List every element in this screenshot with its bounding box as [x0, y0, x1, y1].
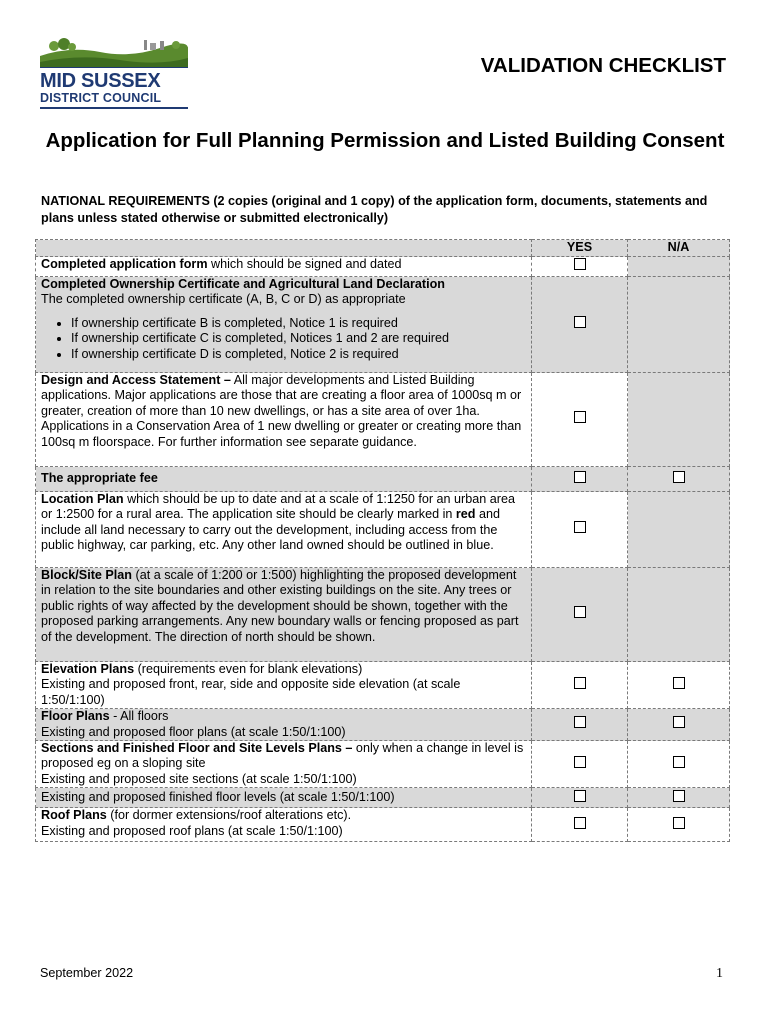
requirement-description: Elevation Plans (requirements even for blank elevations) Existing and proposed front, rear, side and opposite side elevation (at scale 1:50/1:100) — [36, 662, 532, 709]
table-row — [36, 257, 730, 277]
table-row — [36, 277, 730, 373]
yes-checkbox[interactable] — [574, 471, 586, 483]
yes-checkbox[interactable] — [574, 411, 586, 423]
council-logo — [40, 34, 190, 114]
yes-checkbox[interactable] — [574, 790, 586, 802]
na-checkbox[interactable] — [673, 756, 685, 768]
yes-checkbox[interactable] — [574, 258, 586, 270]
logo-rule — [40, 107, 188, 109]
requirement-description: Floor Plans - All floors Existing and proposed floor plans (at scale 1:50/1:100) — [36, 709, 532, 741]
table-row — [36, 741, 730, 788]
table-row — [36, 788, 730, 808]
yes-checkbox[interactable] — [574, 316, 586, 328]
table-header-row — [36, 240, 730, 257]
table-row — [36, 492, 730, 568]
na-checkbox[interactable] — [673, 716, 685, 728]
requirement-description: Existing and proposed finished floor levels (at scale 1:50/1:100) — [36, 788, 532, 808]
list-item: • If ownership certificate B is completed, Notice 1 is required — [71, 316, 526, 331]
footer-date: September 2022 — [40, 966, 134, 980]
logo-line-1: MID SUSSEX — [40, 70, 161, 92]
yes-checkbox[interactable] — [574, 756, 586, 768]
yes-checkbox[interactable] — [574, 521, 586, 533]
yes-checkbox[interactable] — [574, 716, 586, 728]
na-checkbox[interactable] — [673, 471, 685, 483]
requirement-description: Completed application form which should be signed and dated — [36, 257, 532, 277]
yes-checkbox[interactable] — [574, 606, 586, 618]
table-row — [36, 373, 730, 467]
table-row — [36, 808, 730, 842]
national-requirements-intro: NATIONAL REQUIREMENTS (2 copies (original and 1 copy) of the application form, documents, statements and plans unless stated otherwise or submitted electronically) — [41, 194, 708, 225]
checklist-table — [35, 239, 730, 842]
header-yes: YES — [532, 240, 628, 257]
requirement-description: The appropriate fee — [36, 467, 532, 492]
yes-checkbox[interactable] — [574, 677, 586, 689]
table-row — [36, 662, 730, 709]
requirement-description: Design and Access Statement – All major developments and Listed Building applications. Major applications are those that are creating a floor area of 1000sq m or greater, creation of more than 10 new dwellings, or has a site area of over 1ha. Applications in a Conservation Area of 1 new dwelling or greater or creating more than 100sq m floorspace. For further information see separate guidance. — [36, 373, 532, 467]
na-checkbox[interactable] — [673, 677, 685, 689]
list-item: • If ownership certificate D is completed, Notice 2 is required — [71, 347, 526, 362]
header-na: N/A — [628, 240, 730, 257]
requirement-description: Roof Plans (for dormer extensions/roof alterations etc). Existing and proposed roof plans (at scale 1:50/1:100) — [36, 808, 532, 842]
logo-line-2: DISTRICT COUNCIL — [40, 91, 162, 105]
page-number: 1 — [716, 966, 723, 981]
table-row — [36, 709, 730, 741]
list-item: • If ownership certificate C is completed, Notices 1 and 2 are required — [71, 331, 526, 346]
requirement-description: Location Plan which should be up to date and at a scale of 1:1250 for an urban area or 1:2500 for a rural area. The application site should be clearly marked in red and include all land necessary to carry out the development, including access from the public highway, car parking, etc. Any other land owned should be outlined in blue. — [36, 492, 532, 568]
yes-checkbox[interactable] — [574, 817, 586, 829]
requirement-description: Completed Ownership Certificate and Agricultural Land Declaration The completed ownership certificate (A, B, C or D) as appropriate • If ownership certificate B is completed, Notice 1 is required • If ownership certificate C is completed, Notices 1 and 2 are required • If ownership certificate D is completed, Notice 2 is required — [36, 277, 532, 373]
requirement-description: Block/Site Plan (at a scale of 1:200 or 1:500) highlighting the proposed development in relation to the site boundaries and other existing buildings on the site. Any trees or public rights of way affected by the development should be shown, together with the proposed parking arrangements. Any new boundary walls or fencing proposed as part of the development. The direction of north should be shown. — [36, 568, 532, 662]
table-row — [36, 568, 730, 662]
header-description-cell — [36, 240, 532, 257]
table-row — [36, 467, 730, 492]
na-checkbox[interactable] — [673, 790, 685, 802]
checklist-title: VALIDATION CHECKLIST — [480, 54, 726, 77]
requirement-description: Sections and Finished Floor and Site Levels Plans – only when a change in level is proposed eg on a sloping site Existing and proposed site sections (at scale 1:50/1:100) — [36, 741, 532, 788]
na-checkbox[interactable] — [673, 817, 685, 829]
document-title: Application for Full Planning Permission and Listed Building Consent — [45, 129, 725, 152]
landscape-logo-art — [40, 34, 188, 68]
